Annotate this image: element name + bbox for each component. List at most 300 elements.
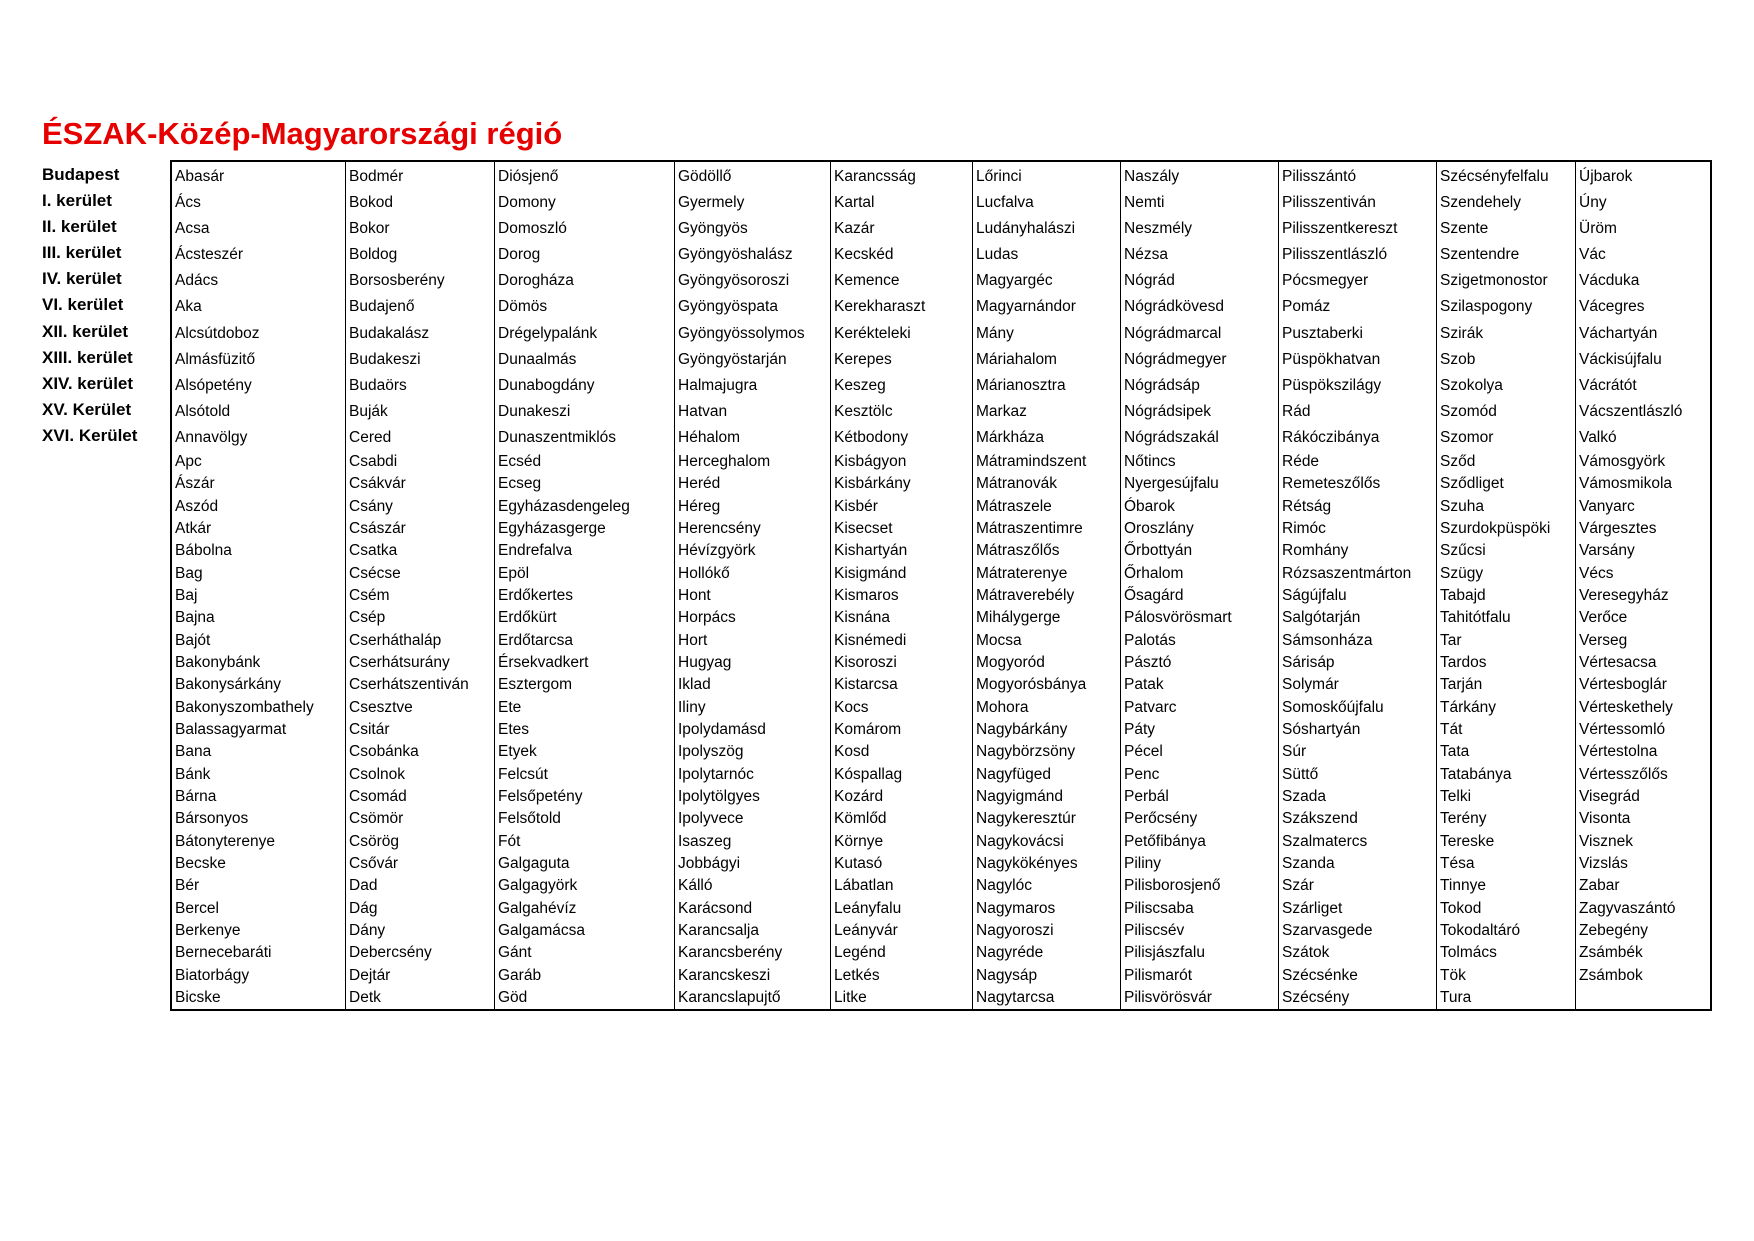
settlement-cell: Egyházasdengeleg — [498, 497, 630, 515]
settlement-cell: Kóspallag — [834, 765, 903, 783]
settlement-cell: Nógrád — [1124, 272, 1175, 290]
settlement-cell: Galgamácsa — [498, 921, 586, 939]
settlement-cell: Szokolya — [1440, 376, 1503, 394]
settlement-cell: Bánk — [175, 765, 211, 783]
settlement-cell: Bakonysárkány — [175, 676, 281, 694]
settlement-cell: Csitár — [349, 720, 390, 738]
settlement-cell: Püspökhatvan — [1282, 350, 1381, 368]
settlement-cell: Nagysáp — [976, 966, 1038, 984]
settlement-cell: Karancsberény — [678, 944, 783, 962]
settlement-cell: Tinnye — [1440, 877, 1486, 895]
settlement-cell: Nagymaros — [976, 899, 1056, 917]
settlement-cell: Herceghalom — [678, 453, 771, 471]
settlement-cell: Csomád — [349, 787, 407, 805]
settlement-cell: Nagykeresztúr — [976, 810, 1076, 828]
settlement-cell: Dejtár — [349, 966, 391, 984]
settlement-cell: Csesztve — [349, 698, 413, 716]
settlement-cell: Nagylóc — [976, 877, 1032, 895]
settlement-cell: Apc — [175, 453, 202, 471]
settlement-cell: Magyarnándor — [976, 298, 1076, 316]
settlement-cell: Acsa — [175, 220, 210, 238]
settlement-cell: Budajenő — [349, 298, 415, 316]
settlement-cell: Zagyvaszántó — [1579, 899, 1676, 917]
settlement-cell: Vácszentlászló — [1579, 402, 1683, 420]
settlement-cell: Debercsény — [349, 944, 432, 962]
settlement-cell: Telki — [1440, 787, 1472, 805]
settlement-cell: Pusztaberki — [1282, 324, 1363, 342]
settlement-cell: Máriahalom — [976, 350, 1057, 368]
settlement-cell: Kemence — [834, 272, 900, 290]
settlement-cell: Litke — [834, 988, 867, 1006]
settlement-cell: Csép — [349, 609, 386, 627]
settlement-cell: Zsámbok — [1579, 966, 1643, 984]
settlement-cell: Pilisszentlászló — [1282, 246, 1388, 264]
settlement-cell: Etyek — [498, 743, 537, 761]
settlement-cell: Tát — [1440, 720, 1463, 738]
district-label: IV. kerület — [42, 269, 122, 289]
settlement-cell: Herencsény — [678, 520, 761, 538]
settlement-cell: Kartal — [834, 194, 875, 212]
settlement-cell: Neszmély — [1124, 220, 1193, 238]
settlement-cell: Terény — [1440, 810, 1487, 828]
settlement-cell: Karácsond — [678, 899, 753, 917]
settlement-cell: Nagyoroszi — [976, 921, 1054, 939]
settlement-cell: Sámsonháza — [1282, 631, 1373, 649]
settlement-cell: Szécsény — [1282, 988, 1350, 1006]
settlement-cell: Nógrádkövesd — [1124, 298, 1224, 316]
district-label: XVI. Kerület — [42, 425, 138, 445]
settlement-cell: Gyöngyöshalász — [678, 246, 793, 264]
settlement-cell: Letkés — [834, 966, 880, 984]
settlement-cell: Kerepes — [834, 350, 892, 368]
settlement-cell: Újbarok — [1579, 168, 1633, 185]
settlement-cell: Tök — [1440, 966, 1466, 984]
settlement-cell: Lőrinci — [976, 168, 1022, 185]
settlement-cell: Kutasó — [834, 854, 883, 872]
settlement-cell: Páty — [1124, 720, 1156, 738]
settlement-cell: Erdőkürt — [498, 609, 557, 627]
settlement-cell: Galgaguta — [498, 854, 570, 872]
settlement-cell: Karancslapujtő — [678, 988, 781, 1006]
settlement-cell: Verőce — [1579, 609, 1628, 627]
settlement-cell: Ipolytölgyes — [678, 787, 760, 805]
settlement-cell: Etes — [498, 720, 530, 738]
settlement-cell: Epöl — [498, 564, 530, 582]
settlement-cell: Nógrádsáp — [1124, 376, 1200, 394]
settlement-cell: Zebegény — [1579, 921, 1648, 939]
settlement-cell: Mány — [976, 324, 1014, 342]
settlement-cell: Gyöngyöspata — [678, 298, 778, 316]
settlement-cell: Garáb — [498, 966, 542, 984]
settlement-cell: Bajót — [175, 631, 211, 649]
settlement-cell: Rétság — [1282, 497, 1332, 515]
settlement-cell: Hugyag — [678, 653, 732, 671]
settlement-cell: Tar — [1440, 631, 1462, 649]
settlement-cell: Nézsa — [1124, 246, 1168, 264]
settlement-cell: Nagyfüged — [976, 765, 1051, 783]
settlement-cell: Mátranovák — [976, 475, 1057, 493]
settlement-cell: Varsány — [1579, 542, 1635, 560]
district-label: III. kerület — [42, 243, 122, 263]
settlement-cell: Bér — [175, 877, 200, 895]
settlement-cell: Cserháthaláp — [349, 631, 442, 649]
settlement-cell: Szuha — [1440, 497, 1484, 515]
settlement-cell: Vác — [1579, 246, 1606, 264]
settlement-cell: Leányvár — [834, 921, 898, 939]
settlement-cell: Tereske — [1440, 832, 1495, 850]
settlement-cell: Bana — [175, 743, 212, 761]
table-column — [1436, 162, 1575, 1009]
settlement-cell: Dorogháza — [498, 272, 574, 290]
settlement-cell: Nagybárkány — [976, 720, 1068, 738]
settlement-cell: Bajna — [175, 609, 215, 627]
settlement-cell: Császár — [349, 520, 406, 538]
settlement-cell: Ecséd — [498, 453, 542, 471]
settlement-cell: Piliny — [1124, 854, 1162, 872]
settlement-cell: Mohora — [976, 698, 1029, 716]
settlement-cell: Ipolyvece — [678, 810, 744, 828]
settlement-cell: Alcsútdoboz — [175, 324, 260, 342]
settlement-cell: Felcsút — [498, 765, 548, 783]
settlement-cell: Budakalász — [349, 324, 430, 342]
settlement-cell: Tata — [1440, 743, 1470, 761]
settlement-cell: Nőtincs — [1124, 453, 1176, 471]
settlement-cell: Hollókő — [678, 564, 730, 582]
settlement-cell: Felsőpetény — [498, 787, 583, 805]
settlement-cell: Mátraszele — [976, 497, 1052, 515]
settlement-cell: Ludas — [976, 246, 1019, 264]
settlement-cell: Csabdi — [349, 453, 398, 471]
settlement-cell: Mihálygerge — [976, 609, 1061, 627]
settlement-cell: Tatabánya — [1440, 765, 1512, 783]
settlement-cell: Kecskéd — [834, 246, 894, 264]
settlement-cell: Ipolyszög — [678, 743, 744, 761]
settlement-cell: Bercel — [175, 899, 219, 917]
settlement-cell: Bátonyterenye — [175, 832, 275, 850]
settlement-cell: Bicske — [175, 988, 221, 1006]
settlement-cell: Perbál — [1124, 787, 1169, 805]
settlement-cell: Úny — [1579, 194, 1607, 212]
settlement-cell: Kömlőd — [834, 810, 887, 828]
settlement-cell: Szanda — [1282, 854, 1335, 872]
settlement-cell: Ipolydamásd — [678, 720, 766, 738]
settlement-cell: Perőcsény — [1124, 810, 1198, 828]
table-column — [1575, 162, 1710, 1009]
settlement-cell: Ipolytarnóc — [678, 765, 754, 783]
settlement-cell: Nógrádsipek — [1124, 402, 1212, 420]
settlement-cell: Patak — [1124, 676, 1164, 694]
settlement-cell: Borsosberény — [349, 272, 445, 290]
table-column — [674, 162, 830, 1009]
settlement-cell: Szűcsi — [1440, 542, 1486, 560]
settlement-cell: Kisbágyon — [834, 453, 907, 471]
settlement-cell: Pálosvörösmart — [1124, 609, 1232, 627]
settlement-cell: Kesztölc — [834, 402, 893, 420]
settlement-cell: Kismaros — [834, 587, 899, 604]
settlement-cell: Drégelypalánk — [498, 324, 598, 342]
settlement-cell: Domony — [498, 194, 556, 212]
settlement-cell: Szécsénke — [1282, 966, 1358, 984]
settlement-cell: Dág — [349, 899, 378, 917]
settlement-cell: Biatorbágy — [175, 966, 250, 984]
settlement-cell: Halmajugra — [678, 376, 758, 394]
settlement-cell: Súr — [1282, 743, 1307, 761]
settlement-cell: Oroszlány — [1124, 520, 1194, 538]
settlement-cell: Ete — [498, 698, 522, 716]
settlement-cell: Alsótold — [175, 402, 231, 420]
district-label: XIII. kerület — [42, 347, 133, 367]
settlement-cell: Kisigmánd — [834, 564, 907, 582]
settlement-cell: Nógrádmegyer — [1124, 350, 1227, 368]
settlement-cell: Nógrádszakál — [1124, 428, 1219, 446]
settlement-cell: Vámosgyörk — [1579, 453, 1666, 471]
settlement-cell: Szalmatercs — [1282, 832, 1368, 850]
settlement-cell: Vanyarc — [1579, 497, 1635, 515]
settlement-cell: Tura — [1440, 988, 1472, 1006]
settlement-cell: Kétbodony — [834, 428, 909, 446]
settlement-cell: Nagyréde — [976, 944, 1044, 962]
settlement-cell: Pilisborosjenő — [1124, 877, 1221, 895]
settlement-cell: Szátok — [1282, 944, 1330, 962]
settlement-cell: Valkó — [1579, 428, 1617, 446]
settlement-cell: Aka — [175, 298, 202, 316]
settlement-cell: Bábolna — [175, 542, 232, 560]
settlement-cell: Márkháza — [976, 428, 1045, 446]
settlement-cell: Galgahévíz — [498, 899, 577, 917]
settlement-cell: Naszály — [1124, 168, 1180, 185]
settlement-cell: Szomor — [1440, 428, 1494, 446]
settlement-cell: Szákszend — [1282, 810, 1358, 828]
settlement-cell: Cered — [349, 428, 392, 446]
settlement-cell: Domoszló — [498, 220, 567, 238]
settlement-cell: Vértessomló — [1579, 720, 1666, 738]
settlement-cell: Tésa — [1440, 854, 1475, 872]
settlement-cell: Szentendre — [1440, 246, 1520, 264]
settlement-cell: Galgagyörk — [498, 877, 578, 895]
settlement-cell: Réde — [1282, 453, 1320, 471]
settlement-cell: Tokod — [1440, 899, 1482, 917]
settlement-cell: Sződliget — [1440, 475, 1504, 493]
settlement-cell: Abasár — [175, 168, 225, 185]
page-title: ÉSZAK-Közép-Magyarországi régió — [42, 116, 563, 151]
settlement-cell: Váckisújfalu — [1579, 350, 1662, 368]
settlement-cell: Cserhátsurány — [349, 653, 450, 671]
settlement-cell: Kisbér — [834, 497, 878, 515]
settlement-cell: Püspökszilágy — [1282, 376, 1382, 394]
settlement-cell: Ságújfalu — [1282, 587, 1347, 604]
settlement-cell: Dunakeszi — [498, 402, 571, 420]
settlement-cell: Balassagyarmat — [175, 720, 287, 738]
settlement-cell: Nagykökényes — [976, 854, 1078, 872]
settlement-cell: Göd — [498, 988, 528, 1006]
settlement-cell: Piliscsaba — [1124, 899, 1194, 917]
settlement-cell: Csővár — [349, 854, 399, 872]
settlement-cell: Nemti — [1124, 194, 1165, 212]
settlement-cell: Pilisszántó — [1282, 168, 1357, 185]
settlement-cell: Érsekvadkert — [498, 653, 589, 671]
settlement-cell: Lábatlan — [834, 877, 894, 895]
settlement-cell: Hévízgyörk — [678, 542, 756, 560]
settlement-cell: Csörög — [349, 832, 399, 850]
settlement-cell: Pilisvörösvár — [1124, 988, 1212, 1006]
settlement-cell: Sárisáp — [1282, 653, 1335, 671]
settlement-cell: Kazár — [834, 220, 875, 238]
settlement-cell: Kerekharaszt — [834, 298, 926, 316]
table-column — [972, 162, 1120, 1009]
settlement-cell: Csécse — [349, 564, 401, 582]
settlement-cell: Gyöngyössolymos — [678, 324, 805, 342]
settlement-cell: Aszód — [175, 497, 219, 515]
settlement-cell: Salgótarján — [1282, 609, 1361, 627]
settlement-cell: Nagyigmánd — [976, 787, 1064, 805]
settlement-cell: Mogyorósbánya — [976, 676, 1087, 694]
settlement-cell: Isaszeg — [678, 832, 732, 850]
settlement-cell: Endrefalva — [498, 542, 573, 560]
settlement-cell: Ludányhalászi — [976, 220, 1076, 238]
settlement-cell: Dunaszentmiklós — [498, 428, 617, 446]
settlement-cell: Pilismarót — [1124, 966, 1193, 984]
settlement-cell: Hont — [678, 587, 711, 604]
settlement-cell: Esztergom — [498, 676, 573, 694]
settlement-cell: Dunaalmás — [498, 350, 577, 368]
settlement-cell: Egyházasgerge — [498, 520, 606, 538]
settlement-cell: Pilisszentiván — [1282, 194, 1376, 212]
settlement-cell: Csömör — [349, 810, 404, 828]
settlement-cell: Őrhalom — [1124, 564, 1184, 582]
settlement-cell: Karancsalja — [678, 921, 759, 939]
settlement-cell: Kozárd — [834, 787, 884, 805]
settlement-cell: Berkenye — [175, 921, 241, 939]
settlement-cell: Környe — [834, 832, 884, 850]
settlement-cell: Gyöngyöstarján — [678, 350, 787, 368]
settlement-cell: Iklad — [678, 676, 711, 694]
settlement-cell: Gyermely — [678, 194, 745, 212]
district-label: Budapest — [42, 165, 120, 184]
settlement-cell: Iliny — [678, 698, 706, 716]
settlement-cell: Szárliget — [1282, 899, 1343, 917]
settlement-cell: Ács — [175, 194, 201, 212]
settlement-cell: Nagytarcsa — [976, 988, 1055, 1006]
settlement-cell: Dunabogdány — [498, 376, 595, 394]
table-column — [494, 162, 674, 1009]
settlement-cell: Visegrád — [1579, 787, 1640, 805]
settlement-cell: Bag — [175, 564, 203, 582]
settlement-cell: Mátraszentimre — [976, 520, 1083, 538]
district-label: XV. Kerület — [42, 399, 132, 419]
settlement-cell: Tárkány — [1440, 698, 1496, 716]
settlement-cell: Csákvár — [349, 475, 406, 493]
settlement-cell: Visonta — [1579, 810, 1631, 828]
settlement-cell: Gánt — [498, 944, 532, 962]
settlement-cell: Vértestolna — [1579, 743, 1658, 761]
table-column — [830, 162, 972, 1009]
settlement-cell: Hort — [678, 631, 708, 649]
settlement-cell: Bodmér — [349, 168, 404, 185]
settlement-cell: Bársonyos — [175, 810, 249, 828]
settlement-cell: Leányfalu — [834, 899, 902, 917]
settlement-cell: Gödöllő — [678, 168, 732, 185]
settlement-cell: Vértesboglár — [1579, 676, 1667, 694]
settlement-cell: Bokod — [349, 194, 393, 212]
settlement-cell: Felsőtold — [498, 810, 561, 828]
settlement-cell: Pilisszentkereszt — [1282, 220, 1398, 238]
settlement-cell: Csolnok — [349, 765, 405, 783]
settlement-cell: Dad — [349, 877, 378, 895]
settlement-cell: Mátraterenye — [976, 564, 1068, 582]
settlement-cell: Mogyoród — [976, 653, 1045, 671]
settlement-cell: Komárom — [834, 720, 902, 738]
settlement-cell: Vérteskethely — [1579, 698, 1673, 716]
settlement-cell: Dorog — [498, 246, 541, 264]
settlement-cell: Jobbágyi — [678, 854, 741, 872]
settlement-cell: Detk — [349, 988, 381, 1006]
settlement-cell: Markaz — [976, 402, 1027, 420]
settlement-cell: Szob — [1440, 350, 1476, 368]
settlement-cell: Szente — [1440, 220, 1489, 238]
settlement-cell: Vácegres — [1579, 298, 1645, 316]
settlement-cell: Sződ — [1440, 453, 1476, 471]
settlement-cell: Bokor — [349, 220, 390, 238]
settlement-cell: Csány — [349, 497, 393, 515]
settlement-cell: Tarján — [1440, 676, 1483, 694]
district-label: II. kerület — [42, 217, 117, 237]
settlement-cell: Szár — [1282, 877, 1314, 895]
settlement-cell: Nagybörzsöny — [976, 743, 1076, 761]
settlement-cell: Pócsmegyer — [1282, 272, 1369, 290]
settlement-cell: Sóshartyán — [1282, 720, 1361, 738]
settlement-cell: Legénd — [834, 944, 886, 962]
settlement-cell: Rákóczibánya — [1282, 428, 1380, 446]
settlement-cell: Tolmács — [1440, 944, 1497, 962]
settlement-cell: Penc — [1124, 765, 1160, 783]
table-column — [1278, 162, 1436, 1009]
settlement-cell: Héhalom — [678, 428, 741, 446]
settlement-table — [170, 160, 1712, 1011]
settlement-cell: Fót — [498, 832, 521, 850]
settlement-cell: Kistarcsa — [834, 676, 898, 694]
settlement-cell: Atkár — [175, 520, 212, 538]
district-label: I. kerület — [42, 191, 112, 211]
settlement-cell: Vámosmikola — [1579, 475, 1673, 493]
settlement-cell: Verseg — [1579, 631, 1628, 649]
settlement-cell: Csobánka — [349, 743, 419, 761]
settlement-cell: Várgesztes — [1579, 520, 1657, 538]
settlement-cell: Szirák — [1440, 324, 1484, 342]
settlement-cell: Nagykovácsi — [976, 832, 1064, 850]
settlement-cell: Becske — [175, 854, 226, 872]
settlement-cell: Üröm — [1579, 220, 1617, 238]
settlement-cell: Vizslás — [1579, 854, 1628, 872]
budapest-district-list — [42, 162, 170, 449]
settlement-cell: Ászár — [175, 475, 215, 493]
settlement-cell: Bernecebaráti — [175, 944, 272, 962]
settlement-cell: Vértesszőlős — [1579, 765, 1668, 783]
settlement-cell: Szügy — [1440, 564, 1484, 582]
settlement-cell: Kisnémedi — [834, 631, 907, 649]
settlement-cell: Remeteszőlős — [1282, 475, 1381, 493]
settlement-cell: Tardos — [1440, 653, 1487, 671]
settlement-cell: Budaörs — [349, 376, 407, 394]
settlement-cell: Solymár — [1282, 676, 1339, 694]
settlement-cell: Bakonyszombathely — [175, 698, 314, 716]
settlement-cell: Kisoroszi — [834, 653, 897, 671]
settlement-cell: Budakeszi — [349, 350, 421, 368]
settlement-cell: Diósjenő — [498, 168, 559, 185]
settlement-cell: Szada — [1282, 787, 1326, 805]
settlement-cell: Ősagárd — [1124, 587, 1184, 604]
settlement-cell: Kálló — [678, 877, 713, 895]
settlement-cell: Márianosztra — [976, 376, 1066, 394]
